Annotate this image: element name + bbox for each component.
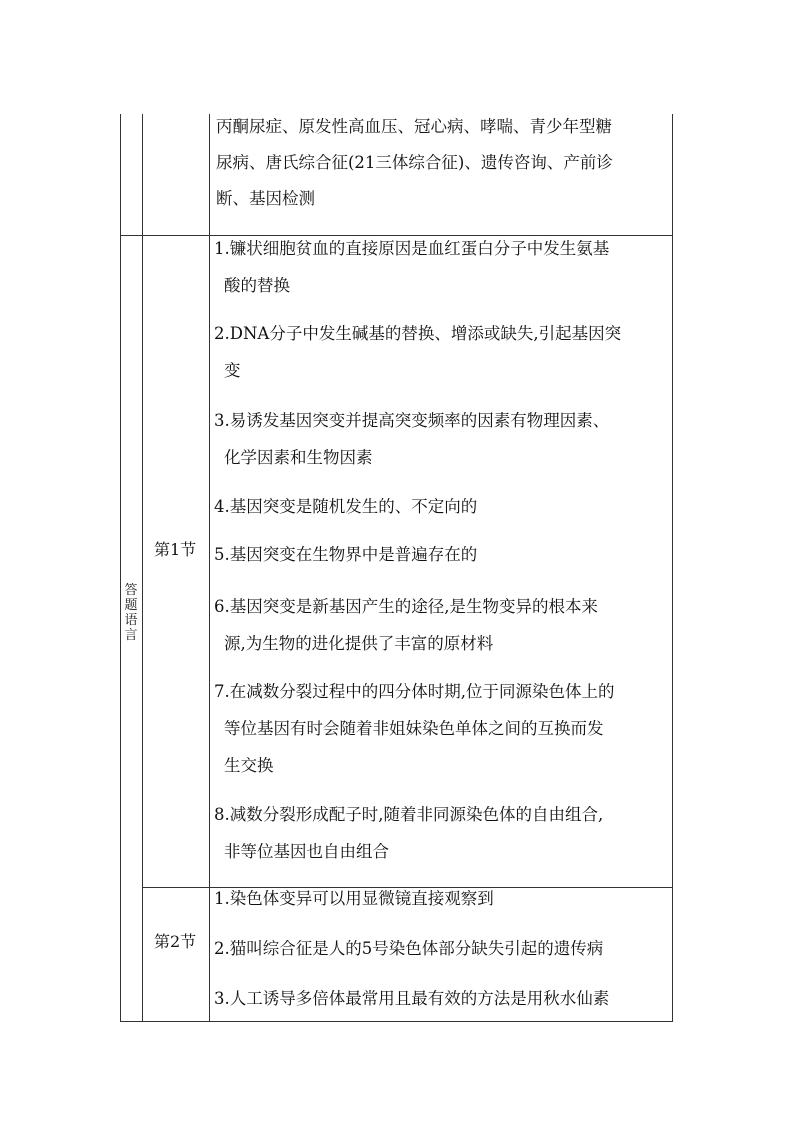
category-char-1: 答 (124, 583, 138, 598)
table-divider-col2 (209, 114, 210, 1022)
section-2-item-1: 1.染色体变异可以用显微镜直接观察到 (214, 889, 494, 908)
top-row-line-1: 丙酮尿症、原发性高血压、冠心病、哮喘、青少年型糖 (216, 117, 612, 136)
section-2-item-3: 3.人工诱导多倍体最常用且最有效的方法是用秋水仙素 (214, 989, 610, 1008)
section-2-label: 第2节 (154, 932, 197, 951)
table-divider-col1 (142, 114, 143, 1022)
top-row-line-2: 尿病、唐氏综合征(21三体综合征)、遗传咨询、产前诊 (216, 153, 613, 172)
category-label (121, 583, 141, 643)
section-1-item-1: 1.镰状细胞贫血的直接原因是血红蛋白分子中发生氨基 酸的替换 (214, 239, 610, 295)
section-1-item-4: 4.基因突变是随机发生的、不定向的 (214, 497, 478, 516)
category-char-2: 题 (124, 598, 138, 613)
category-char-3: 语 (124, 613, 138, 628)
section-2-item-2: 2.猫叫综合征是人的5号染色体部分缺失引起的遗传病 (214, 939, 604, 958)
section-1-label: 第1节 (154, 540, 197, 559)
section-1-item-6: 6.基因突变是新基因产生的途径,是生物变异的根本来 源,为生物的进化提供了丰富的原材料 (214, 597, 598, 653)
section-1-item-8: 8.减数分裂形成配子时,随着非同源染色体的自由组合, 非等位基因也自由组合 (214, 805, 604, 861)
knowledge-table (120, 114, 673, 1022)
top-row-line-3: 断、基因检测 (216, 189, 315, 208)
section-1-item-2: 2.DNA分子中发生碱基的替换、增添或缺失,引起基因突 变 (214, 324, 622, 380)
table-border-bottom (120, 1021, 673, 1022)
section-1-item-5: 5.基因突变在生物界中是普遍存在的 (214, 545, 478, 564)
table-border-right (672, 114, 673, 1022)
section-1-item-7: 7.在减数分裂过程中的四分体时期,位于同源染色体上的 等位基因有时会随着非姐妹染色单体之间的互换而发 生交换 (214, 682, 615, 775)
section-1-item-3: 3.易诱发基因突变并提高突变频率的因素有物理因素、 化学因素和生物因素 (214, 411, 610, 467)
table-border-left (120, 114, 121, 1022)
category-char-4: 言 (124, 628, 138, 643)
